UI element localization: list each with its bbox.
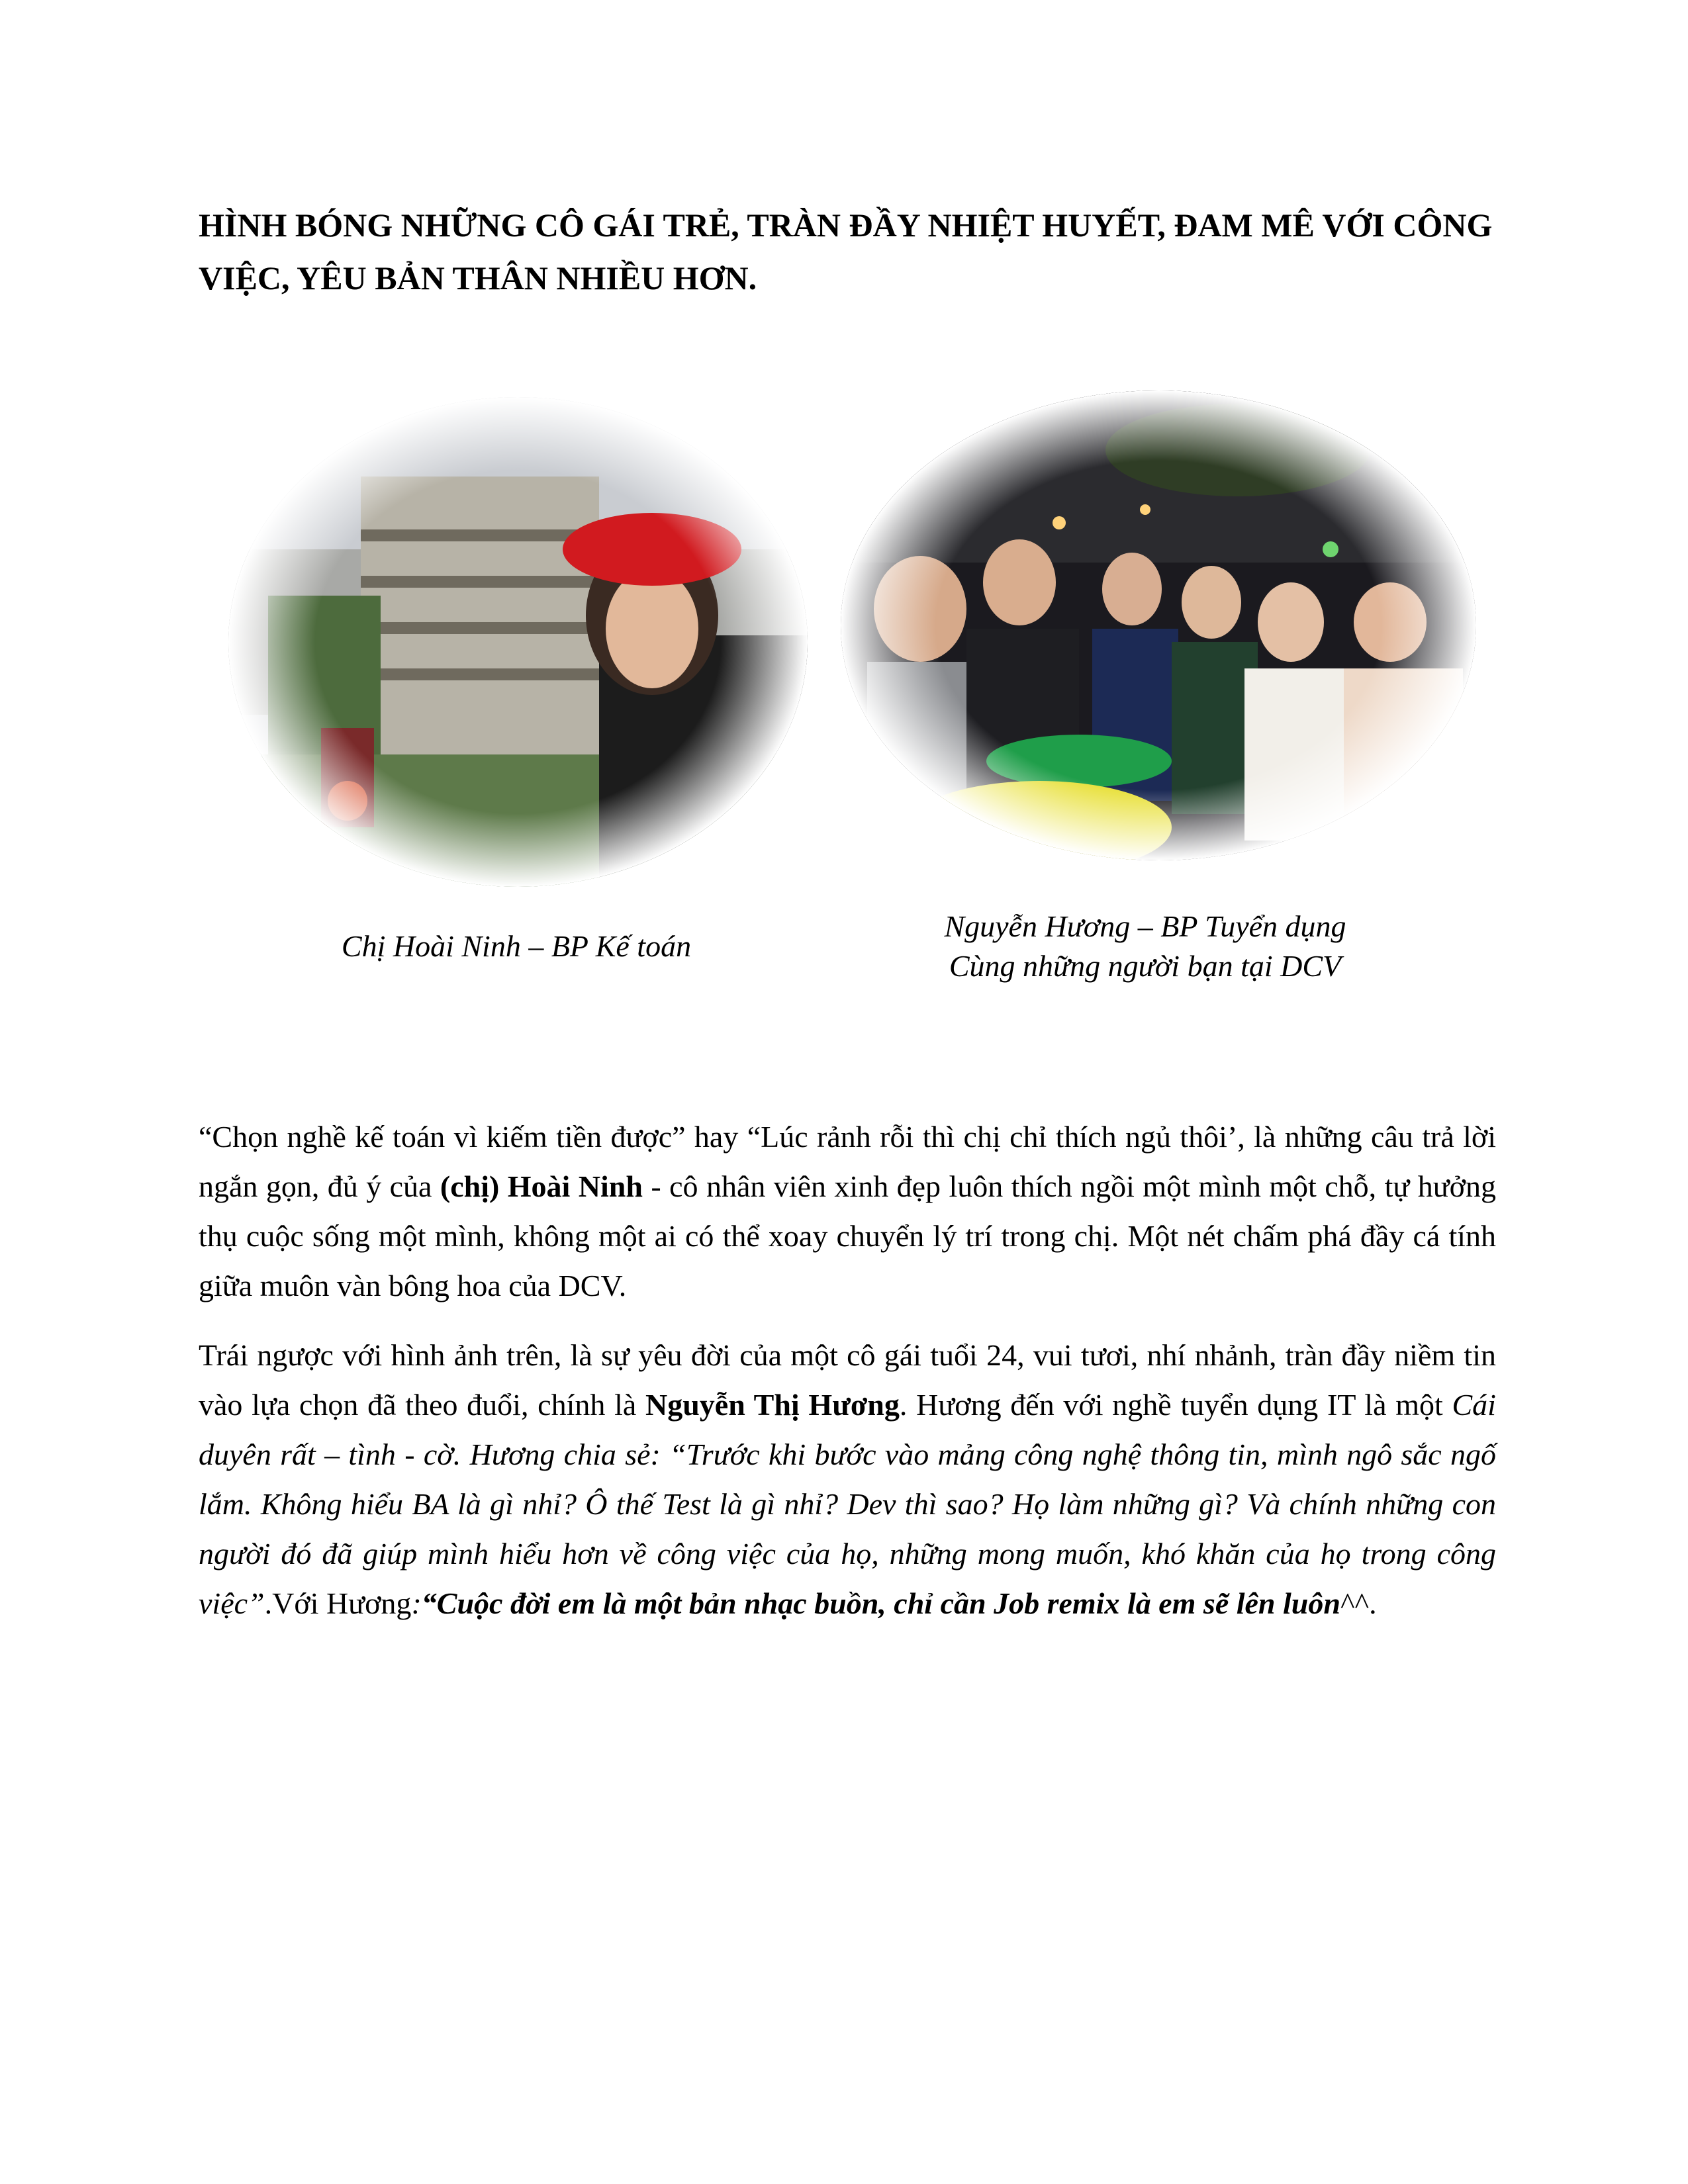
page-title: HÌNH BÓNG NHỮNG CÔ GÁI TRẺ, TRÀN ĐẦY NHIỆT HUYẾT, ĐAM MÊ VỚI CÔNG VIỆC, YÊU BẢN THÂN NHIỀU HƠN. [199, 206, 1493, 296]
p2-italic-quote: Cái duyên rất – tình - cờ. Hương chia sẻ: “Trước khi bước vào mảng công nghệ thông tin, mình ngô sắc ngố lắm. Không hiểu BA là gì nhỉ? Ô thế Test là gì nhỉ? Dev thì sao? Họ làm những gì? Và chính những con người đó đã giúp mình hiểu hơn về công việc của họ, những mong muốn, khó khăn của họ trong công việc” [199, 1388, 1496, 1620]
caption-group-line-2: Cùng những người bạn tại DCV [949, 949, 1342, 983]
photo-hoai-ninh-image [228, 397, 808, 887]
p2-text-b: . Hương đến với nghề tuyển dụng IT là một [899, 1388, 1452, 1422]
p1-text-a: “Chọn nghề kế toán vì kiếm tiền được” hay “Lúc rảnh rỗi thì chị chỉ thích ngủ thôi’, là những câu trả lời ngắn gọn, đủ ý của [199, 1120, 1496, 1203]
p1-text-b: - cô nhân viên xinh đẹp luôn thích ngồi một mình một chỗ, tự hưởng thụ cuộc sống một mình, không một ai có thể xoay chuyển lý trí trong chị. Một nét chấm phá đầy cá tính giữa muôn vàn bông hoa của DCV. [199, 1169, 1496, 1302]
p2-text-e: ^^. [1340, 1586, 1377, 1620]
photo-group-dcv [841, 390, 1476, 860]
p2-bold-italic-quote: “Cuộc đời em là một bản nhạc buồn, chỉ cần Job remix là em sẽ lên luôn [421, 1586, 1340, 1620]
paragraph-hoai-ninh [199, 1112, 1496, 1310]
p2-text-c: .Với Hương [264, 1586, 412, 1620]
caption-group-dcv [847, 907, 1443, 986]
photo-hoai-ninh [228, 397, 808, 887]
photo-group-dcv-image [841, 390, 1476, 860]
paragraph-nguyen-huong [199, 1330, 1496, 1628]
p2-text-a: Trái ngược với hình ảnh trên, là sự yêu đời của một cô gái tuổi 24, vui tươi, nhí nhảnh, tràn đầy niềm tin vào lựa chọn đã theo đuổi, chính là [199, 1338, 1496, 1422]
caption-group-line-1: Nguyễn Hương – BP Tuyển dụng [944, 909, 1346, 943]
p2-bold-name: Nguyễn Thị Hương [645, 1388, 900, 1422]
caption-hoai-ninh: Chị Hoài Ninh – BP Kế toán [341, 929, 692, 963]
p1-bold-name: (chị) Hoài Ninh [440, 1169, 643, 1203]
p2-colon: : [411, 1586, 422, 1620]
